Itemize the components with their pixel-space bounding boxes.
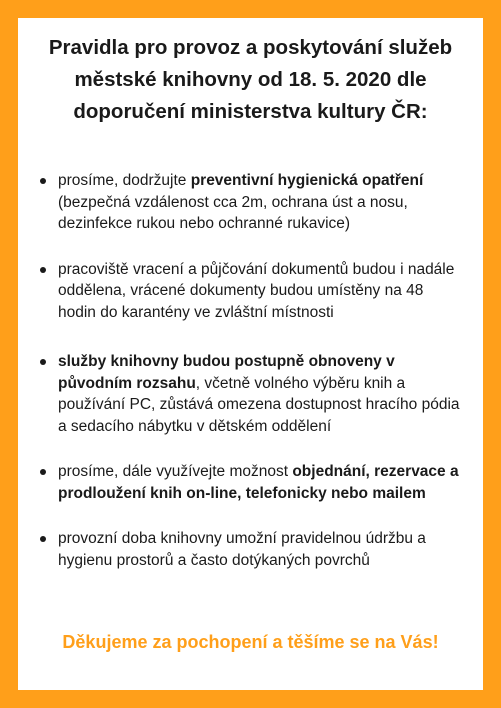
rule-text: provozní doba knihovny umožní pravidelnou údržbu a hygienu prostorů a často dotýkaných povrchů [58, 530, 426, 569]
poster-title [40, 32, 461, 128]
rule-emphasis: služby knihovny budou postupně obnoveny v původním rozsahu [58, 353, 395, 392]
rule-text: , včetně volného výběru knih a používání PC, zůstává omezena dostupnost hracího pódia a sedacího nábytku v dětském oddělení [58, 374, 460, 435]
rule-text: prosíme, dodržujte [58, 172, 191, 189]
rule-item-hygiene [40, 170, 461, 235]
rule-emphasis: preventivní hygienická opatření [190, 172, 424, 189]
title-line-3: doporučení ministerstva kultury ČR: [73, 100, 428, 123]
rule-item-quarantine [40, 259, 461, 324]
rule-emphasis: objednání, rezervace a prodloužení knih on-line, telefonicky nebo mailem [58, 463, 459, 502]
rule-item-online [40, 461, 461, 504]
title-line-1: Pravidla pro provoz a poskytování služeb [48, 36, 453, 59]
notice-poster [18, 18, 483, 690]
rule-item-hours [40, 528, 461, 571]
bullet-icon [40, 536, 46, 542]
bullet-icon [40, 267, 46, 273]
rules-list [40, 170, 461, 571]
bullet-icon [40, 178, 46, 184]
bullet-icon [40, 469, 46, 475]
title-line-2: městské knihovny od 18. 5. 2020 dle [74, 68, 427, 91]
rule-text: prosíme, dále využívejte možnost [58, 463, 293, 480]
rule-text: (bezpečná vzdálenost cca 2m, ochrana úst a nosu, dezinfekce rukou nebo ochranné rukavice) [58, 193, 408, 232]
rule-item-services [40, 351, 461, 437]
bullet-icon [40, 359, 46, 365]
rule-text: pracoviště vracení a půjčování dokumentů budou i nadále oddělena, vrácené dokumenty budou umístěny na 48 hodin do karantény ve zvláštní místnosti [58, 260, 455, 321]
closing-message: Děkujeme za pochopení a těšíme se na Vás! [62, 632, 439, 652]
